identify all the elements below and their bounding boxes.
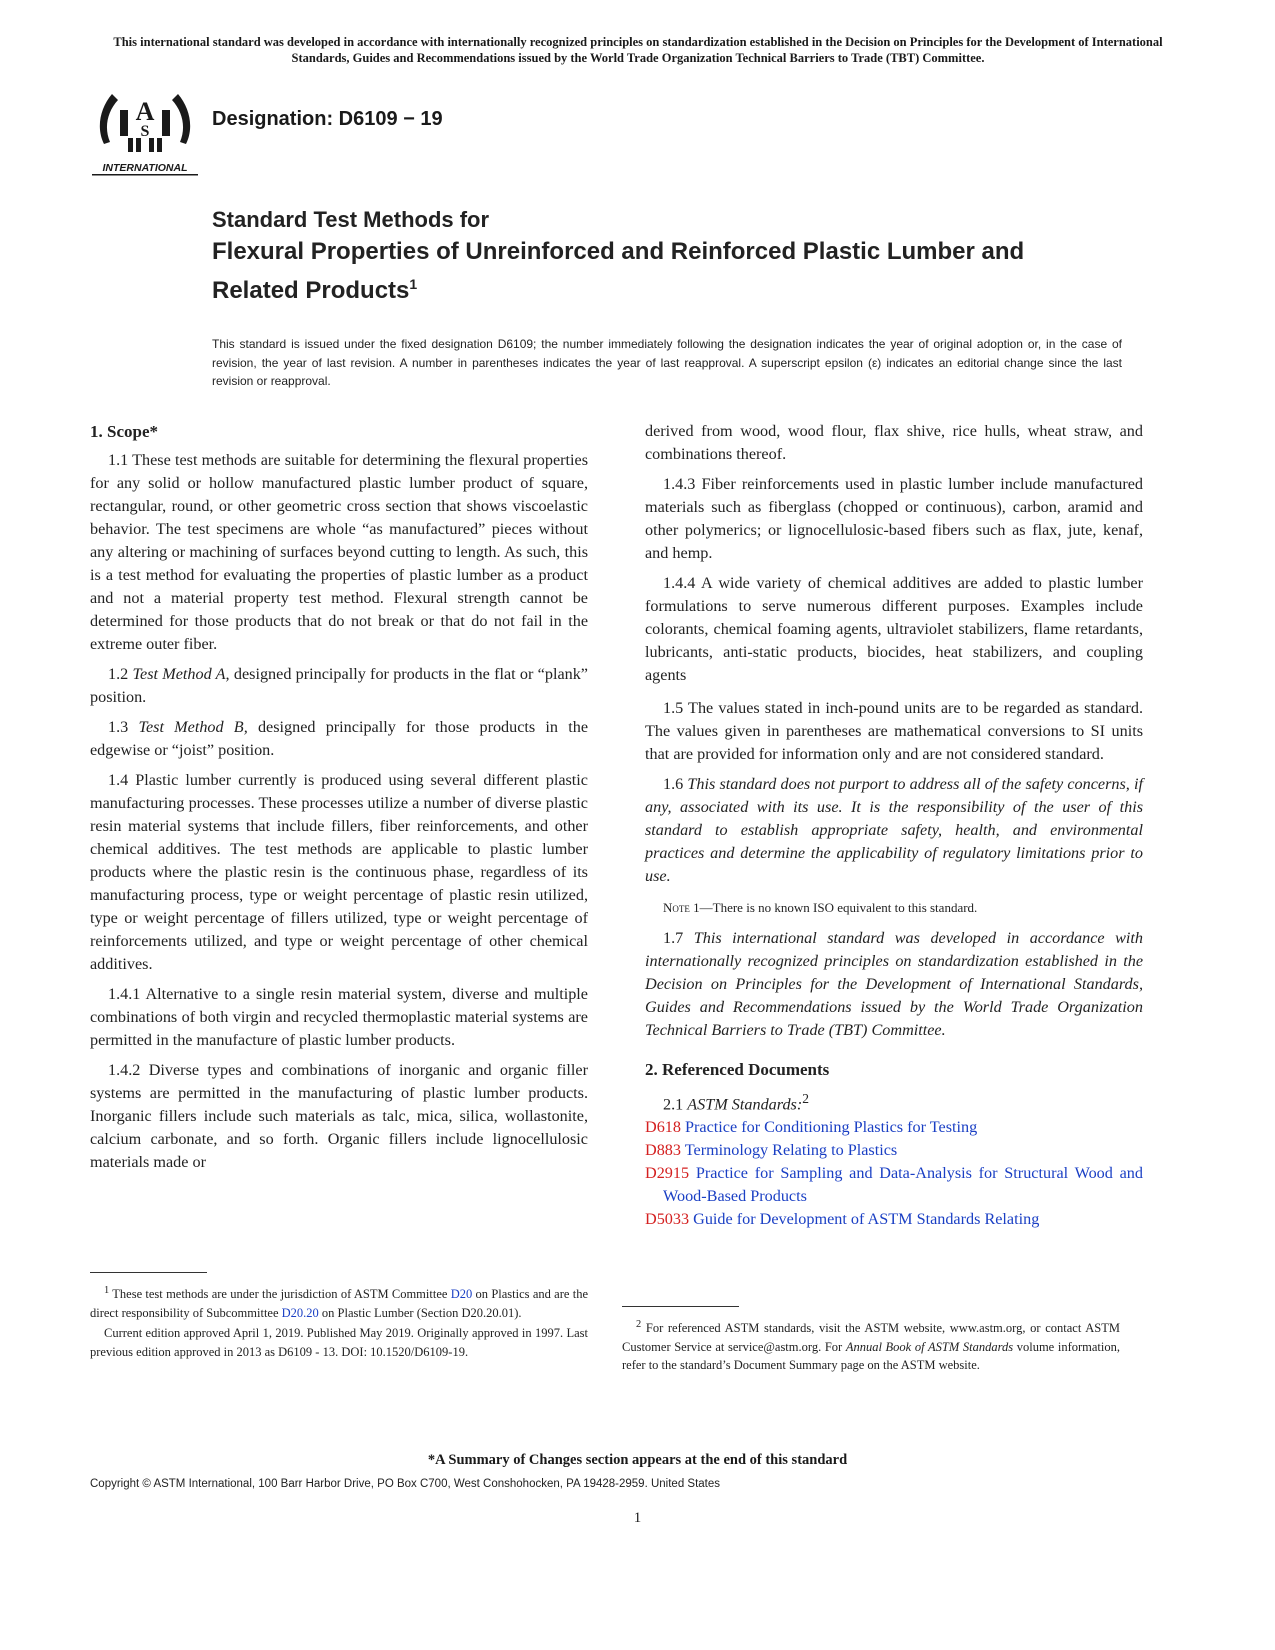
para-1-2: 1.2 Test Method A, designed principally for products in the flat or “plank” position. (90, 665, 588, 706)
footnote-1 (90, 1282, 588, 1363)
footnote-rule-left (90, 1272, 207, 1273)
astm-logo (90, 88, 200, 178)
ref-d2915[interactable]: D2915 Practice for Sampling and Data-Analysis for Structural Wood and Wood-Based Products (645, 1164, 1143, 1206)
para-1-5: 1.5 The values stated in inch-pound units are to be regarded as standard. The values given in parentheses are mathematical conversions to SI units that are provided for information only and are not considered standard. (645, 699, 1143, 763)
para-1-7: 1.7 This international standard was developed in accordance with internationally recognized principles on standardization established in the Decision on Principles for the Development of International Standards, Guides and Recommendations issued by the World Trade Organization Technical Barriers to Trade (TBT) Committee. (645, 929, 1144, 1039)
svg-text:S: S (140, 123, 150, 140)
title-line1: Standard Test Methods for (212, 207, 490, 232)
ref-d618[interactable]: D618 Practice for Conditioning Plastics for Testing (645, 1118, 978, 1137)
title-main (212, 235, 1032, 307)
ref-d5033[interactable]: D5033 Guide for Development of ASTM Standards Relating (645, 1210, 1040, 1229)
section-heading-referenced-documents: 2. Referenced Documents (645, 1060, 830, 1079)
astm-logo-icon (90, 88, 200, 178)
page-number: 1 (633, 1510, 642, 1526)
left-column (90, 420, 588, 1181)
title-main-text: Flexural Properties of Unreinforced and Reinforced Plastic Lumber and Related Products (212, 238, 1025, 304)
section-heading-scope: 1. Scope* (90, 422, 158, 441)
footnote-2 (622, 1316, 1120, 1377)
link-d20[interactable]: D20 (450, 1287, 473, 1302)
para-1-4-2-continued: derived from wood, wood flour, flax shive, rice hulls, wheat straw, and combinations thereof. (645, 422, 1143, 463)
para-1-6: 1.6 This standard does not purport to address all of the safety concerns, if any, associated with its use. It is the responsibility of the user of this standard to establish appropriate safety, health, and environmental practices and determine the applicability of regulatory limitations prior to use. (645, 775, 1143, 885)
footnote-1-jurisdiction: $^1$ These test methods are under the jurisdiction of ASTM Committee D20 on Plastics and are the direct responsibility of Subcommittee D20.20 on Plastic Lumber (Section D20.20.01). (90, 1285, 588, 1320)
title-footnote-mark: 1 (409, 276, 418, 292)
svg-text:A: A (135, 97, 155, 126)
para-1-4-3: 1.4.3 Fiber reinforcements used in plastic lumber include manufactured materials such as fiberglass (chopped or continuous), carbon, aramid and other polymerics; or lignocellulosic-based fibers such as flax, jute, kenaf, and hemp. (645, 475, 1143, 562)
link-d20-20[interactable]: D20.20 (281, 1305, 319, 1320)
footnote-rule-right (622, 1306, 739, 1307)
para-2-1: 2.1 ASTM Standards:$^2$ (663, 1091, 809, 1114)
footnote-2-text: $^2$ For referenced ASTM standards, visit the ASTM website, www.astm.org, or contact ASTM Customer Service at service@astm.org. For Annual Book of ASTM Standards volume information, refer to the standard’s Document Summary page on the ASTM website. (622, 1319, 1120, 1373)
header-notice: This international standard was developed in accordance with internationally recognized principles on standardization established in the Decision on Principles for the Development of International Standards, Guides and Recommendations issued by the World Trade Organization Technical Barriers to Trade (TBT) Committee. (113, 35, 1163, 65)
para-1-4: 1.4 Plastic lumber currently is produced using several different plastic manufacturing processes. These processes utilize a number of diverse plastic resin material systems that include fillers, fiber reinforcements, and other chemical additives. The test methods are applicable to plastic lumber products where the plastic resin is the continuous phase, regardless of its manufacturing process, type or weight percentage of plastic resin utilized, type or weight percentage of fillers utilized, type or weight percentage of reinforcements utilized, and type or weight percentage of other chemical additives. (90, 771, 588, 973)
title-block (212, 205, 1112, 307)
svg-text:INTERNATIONAL: INTERNATIONAL (102, 162, 188, 174)
para-1-4-1: 1.4.1 Alternative to a single resin material system, diverse and multiple combinations of both virgin and recycled thermoplastic material systems are permitted in the manufacture of plastic lumber products. (90, 985, 588, 1049)
para-1-1: 1.1 These test methods are suitable for determining the flexural properties for any solid or hollow manufactured plastic lumber product of square, rectangular, round, or other geometric cross section that shows viscoelastic behavior. The test specimens are whole “as manufactured” pieces without any altering or machining of surfaces beyond cutting to length. As such, this is a test method for evaluating the properties of plastic lumber as a product and not a material property test method. Flexural strength cannot be determined for those products that do not break or that do not fail in the extreme outer fiber. (90, 451, 588, 653)
note-1: Note 1—There is no known ISO equivalent to this standard. (663, 900, 978, 915)
copyright: Copyright © ASTM International, 100 Barr Harbor Drive, PO Box C700, West Conshohocken, PA 19428-2959. United States (90, 1478, 721, 1490)
designation: Designation: D6109 − 19 (212, 108, 443, 130)
issuance-statement: This standard is issued under the fixed designation D6109; the number immediately following the designation indicates the year of original adoption or, in the case of revision, the year of last revision. A number in parentheses indicates the year of last reapproval. A superscript epsilon (ε) indicates an editorial change since the last revision or reapproval. (212, 337, 1122, 388)
summary-of-changes-notice: *A Summary of Changes section appears at the end of this standard (427, 1452, 848, 1468)
ref-d883[interactable]: D883 Terminology Relating to Plastics (645, 1141, 898, 1160)
right-column (645, 420, 1143, 1231)
para-1-4-2: 1.4.2 Diverse types and combinations of inorganic and organic filler systems are permitted in the manufacturing of plastic lumber products. Inorganic fillers include such materials as talc, mica, silica, wollastonite, calcium carbonate, and so forth. Organic fillers include lignocellulosic materials made or (90, 1061, 588, 1171)
para-1-3: 1.3 Test Method B, designed principally for those products in the edgewise or “joist” position. (90, 718, 589, 759)
footnote-1-edition: Current edition approved April 1, 2019. Published May 2019. Originally approved in 1997. Last previous edition approved in 2013 as D6109 - 13. DOI: 10.1520/D6109-19. (90, 1326, 588, 1359)
para-1-4-4: 1.4.4 A wide variety of chemical additives are added to plastic lumber formulations to serve numerous different purposes. Examples include colorants, chemical foaming agents, ultraviolet stabilizers, flame retardants, lubricants, anti-static products, biocides, heat stabilizers, and coupling agents (645, 574, 1143, 684)
